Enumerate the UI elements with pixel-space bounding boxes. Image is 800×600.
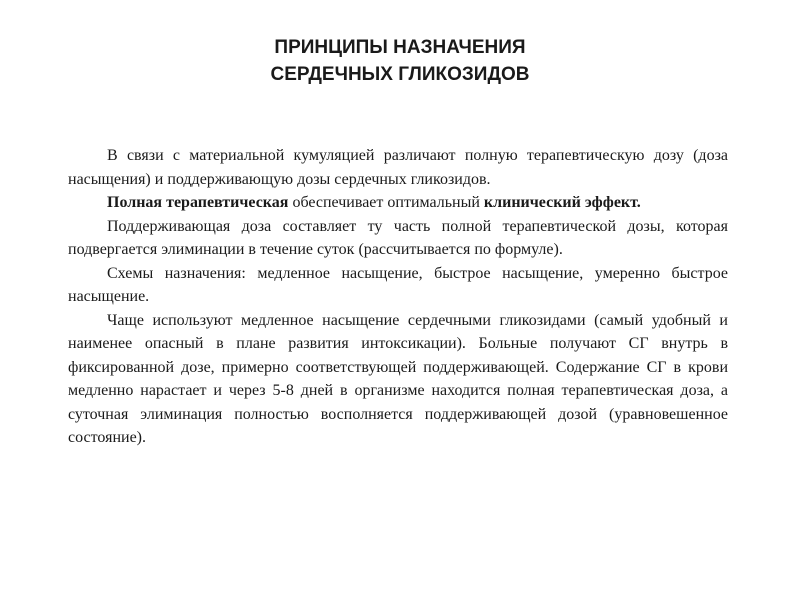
paragraph-maintenance-dose: Поддерживающая доза составляет ту часть полной терапевтической дозы, которая подвергается элиминации в течение суток (рассчитывается по формуле). — [68, 217, 728, 258]
paragraph-dosing-schemes: Схемы назначения: медленное насыщение, быстрое насыщение, умеренно быстрое насыщение. — [68, 264, 728, 305]
bold-term-full-therapeutic: Полная терапевтическая — [107, 194, 289, 211]
slide-title — [0, 34, 800, 88]
title-line-1: ПРИНЦИПЫ НАЗНАЧЕНИЯ — [274, 37, 526, 58]
paragraph-full-therapeutic-dose — [68, 191, 728, 215]
bold-term-clinical-effect: клинический эффект. — [483, 194, 641, 211]
slide-body — [68, 144, 728, 450]
title-line-2: СЕРДЕЧНЫХ ГЛИКОЗИДОВ — [270, 64, 530, 85]
paragraph-slow-saturation: Чаще используют медленное насыщение сердечными гликозидами (самый удобный и наименее опасный в плане развития интоксикации). Больные получают СГ внутрь в фиксированной дозе, примерно соответствующей поддерживающей. Содержание СГ в крови медленно нарастает и через 5-8 дней в организме находится полная терапевтическая доза, а суточная элиминация полностью восполняется поддерживающей дозой (уравновешенное состояние). — [68, 311, 728, 446]
paragraph-text: обеспечивает оптимальный — [288, 194, 484, 211]
paragraph-full-and-maintenance-dose: В связи с материальной кумуляцией различают полную терапевтическую дозу (доза насыщения) и поддерживающую дозы сердечных гликозидов. — [68, 147, 728, 188]
